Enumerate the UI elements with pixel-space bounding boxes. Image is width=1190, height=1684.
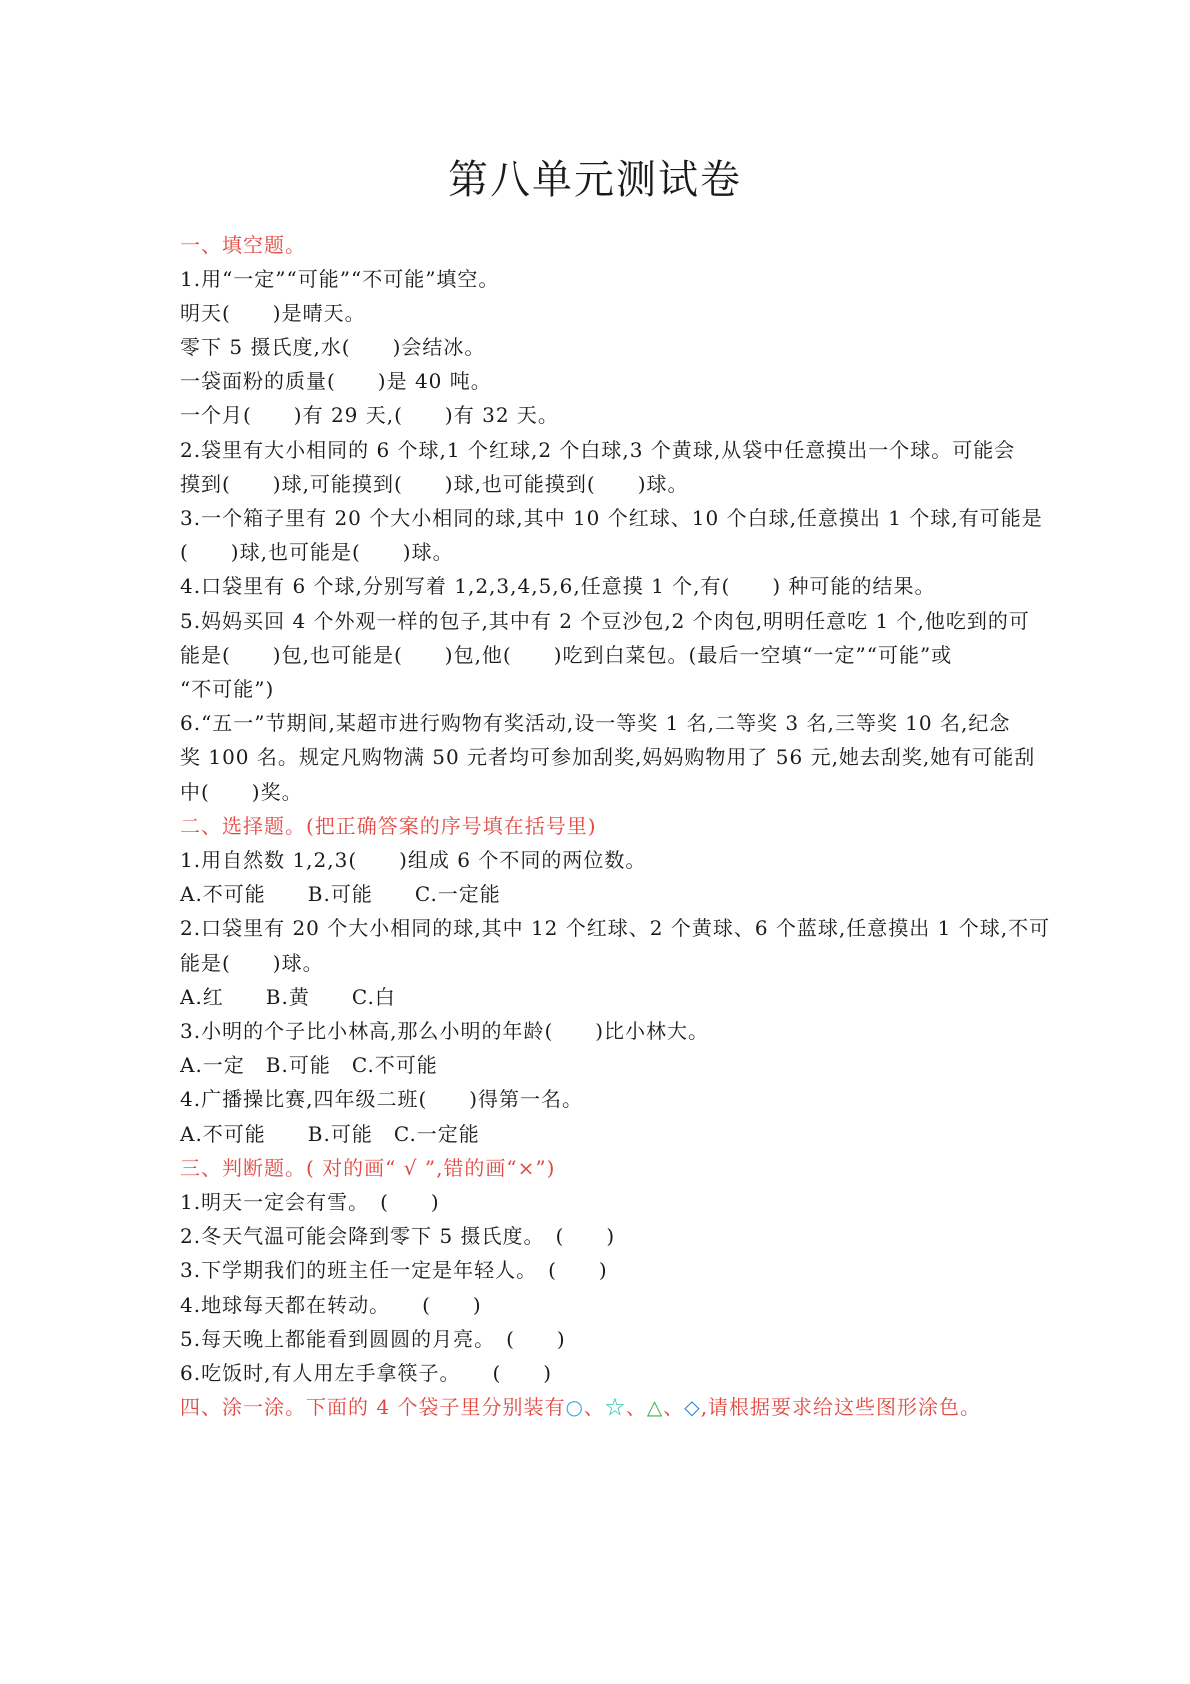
- question-line: 3.下学期我们的班主任一定是年轻人。 ( ): [180, 1258, 608, 1282]
- section-heading-true-false: 三、判断题。( 对的画“ √ ”,错的画“×”): [180, 1156, 556, 1180]
- separator: 、: [625, 1395, 647, 1419]
- page-title: 第八单元测试卷: [448, 157, 742, 203]
- question-line: 一个月( )有 29 天,( )有 32 天。: [180, 403, 559, 427]
- question-line: 能是( )包,也可能是( )包,他( )吃到白菜包。(最后一空填“一定”“可能”或: [180, 643, 953, 667]
- question-line: 2.袋里有大小相同的 6 个球,1 个红球,2 个白球,3 个黄球,从袋中任意摸出一个球。可能会: [180, 438, 1016, 462]
- circle-shape-icon: ○: [565, 1395, 584, 1419]
- section-heading-text: 四、涂一涂。下面的 4 个袋子里分别装有: [180, 1395, 566, 1419]
- question-line: 3.一个箱子里有 20 个大小相同的球,其中 10 个红球、10 个白球,任意摸出 1 个球,有可能是: [180, 506, 1043, 530]
- question-line: ( )球,也可能是( )球。: [180, 540, 454, 564]
- section-heading-coloring: [180, 1392, 981, 1422]
- question-line: 1.明天一定会有雪。 ( ): [180, 1190, 440, 1214]
- question-line: 4.口袋里有 6 个球,分别写着 1,2,3,4,5,6,任意摸 1 个,有( ) 种可能的结果。: [180, 574, 936, 598]
- option-line: A.红 B.黄 C.白: [180, 985, 396, 1009]
- option-line: A.不可能 B.可能 C.一定能: [180, 882, 501, 906]
- option-line: A.不可能 B.可能 C.一定能: [180, 1122, 480, 1146]
- star-shape-icon: ☆: [604, 1395, 626, 1419]
- question-line: 1.用自然数 1,2,3( )组成 6 个不同的两位数。: [180, 848, 647, 872]
- question-line: 1.用“一定”“可能”“不可能”填空。: [180, 267, 500, 291]
- separator: 、: [583, 1395, 605, 1419]
- section-heading-choice: 二、选择题。(把正确答案的序号填在括号里): [180, 814, 597, 838]
- question-line: 2.口袋里有 20 个大小相同的球,其中 12 个红球、2 个黄球、6 个蓝球,任意摸出 1 个球,不可: [180, 916, 1051, 940]
- question-line: 明天( )是晴天。: [180, 301, 366, 325]
- question-line: 中( )奖。: [180, 780, 303, 804]
- question-line: 5.妈妈买回 4 个外观一样的包子,其中有 2 个豆沙包,2 个肉包,明明任意吃 1 个,他吃到的可: [180, 609, 1030, 633]
- question-line: 3.小明的个子比小林高,那么小明的年龄( )比小林大。: [180, 1019, 710, 1043]
- question-line: 摸到( )球,可能摸到( )球,也可能摸到( )球。: [180, 472, 689, 496]
- question-line: 零下 5 摄氏度,水( )会结冰。: [180, 335, 486, 359]
- question-line: 奖 100 名。规定凡购物满 50 元者均可参加刮奖,妈妈购物用了 56 元,她去刮奖,她有可能刮: [180, 745, 1036, 769]
- section-heading-text: ,请根据要求给这些图形涂色。: [700, 1395, 982, 1419]
- question-line: 6.吃饭时,有人用左手拿筷子。 ( ): [180, 1361, 553, 1385]
- diamond-shape-icon: ◇: [684, 1395, 701, 1419]
- question-line: 4.地球每天都在转动。 ( ): [180, 1293, 482, 1317]
- section-heading-fill-blank: 一、填空题。: [180, 233, 306, 257]
- separator: 、: [663, 1395, 685, 1419]
- question-line: 5.每天晚上都能看到圆圆的月亮。 ( ): [180, 1327, 566, 1351]
- question-line: 2.冬天气温可能会降到零下 5 摄氏度。 ( ): [180, 1224, 616, 1248]
- question-line: 能是( )球。: [180, 951, 324, 975]
- option-line: A.一定 B.可能 C.不可能: [180, 1053, 438, 1077]
- question-line: 一袋面粉的质量( )是 40 吨。: [180, 369, 492, 393]
- question-line: 6.“五一”节期间,某超市进行购物有奖活动,设一等奖 1 名,二等奖 3 名,三等奖 10 名,纪念: [180, 711, 1011, 735]
- question-line: 4.广播操比赛,四年级二班( )得第一名。: [180, 1087, 584, 1111]
- triangle-shape-icon: △: [646, 1395, 664, 1419]
- question-line: “不可能”): [180, 677, 275, 701]
